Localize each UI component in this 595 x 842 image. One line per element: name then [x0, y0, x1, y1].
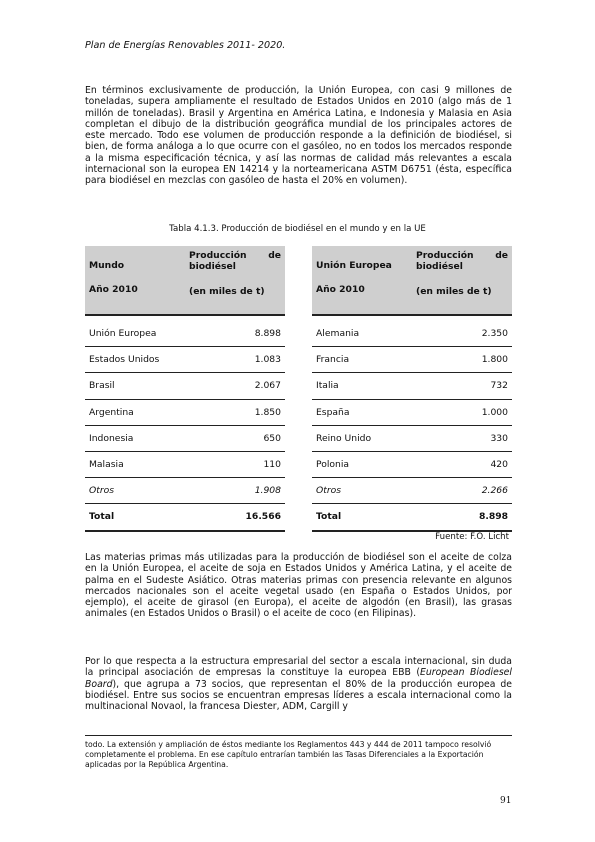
table-total-row: Total 8.898 [312, 504, 512, 531]
footnote-divider [85, 735, 512, 736]
header-production: Producción de biodiésel (en miles de t) [412, 246, 512, 315]
page-number: 91 [500, 796, 512, 806]
table-caption: Tabla 4.1.3. Producción de biodiésel en el mundo y en la UE [169, 224, 426, 234]
table-row: Otros 1.908 [85, 478, 285, 504]
table-header-row [312, 246, 512, 315]
table-row: Otros 2.266 [312, 478, 512, 504]
header-production: Producción de biodiésel (en miles de t) [185, 246, 285, 315]
paragraph-raw-materials: Las materias primas más utilizadas para la producción de biodiésel son el aceite de colza en la Unión Europea, el aceite de soja en Estados Unidos y América Latina, y el aceite de palma en el Sudeste Asiático. Otras materias primas con presencia relevante en algunos mercados nacionales son el aceite vegetal usado (en España o Estados Unidos, por ejemplo), el aceite de girasol (en Europa), el aceite de algodón (en Brasil), las grasas animales (en Estados Unidos o Brasil) o el aceite de coco (en Filipinas). [85, 552, 512, 620]
table-header-row [85, 246, 285, 315]
table-row: Francia 1.800 [312, 347, 512, 373]
table-row: Italia 732 [312, 373, 512, 399]
table-row: Malasia 110 [85, 451, 285, 477]
table-row: Indonesia 650 [85, 425, 285, 451]
footnote: todo. La extensión y ampliación de éstos mediante los Reglamentos 443 y 444 de 2011 tampoco resolvió completamente el problema. En ese capítulo entrarían también las Tasas Diferenciales a la Exportación aplicadas por la República Argentina. [85, 740, 492, 769]
paragraph-production: En términos exclusivamente de producción, la Unión Europea, con casi 9 millones de toneladas, supera ampliamente el resultado de Estados Unidos en 2010 (algo más de 1 millón de toneladas). Brasil y Argentina en América Latina, e Indonesia y Malasia en Asia completan el dibujo de la distribución geográfica mundial de los principales actores de este mercado. Todo ese volumen de producción responde a la definición de biodiésel, si bien, de forma análoga a lo que ocurre con el gasóleo, no en todos los mercados responde a la misma especificación técnica, y así las normas de calidad más relevantes a escala internacional son la europea EN 14214 y la norteamericana ASTM D6751 (ésta, específica para biodiésel en mezclas con gasóleo de hasta el 20% en volumen). [85, 85, 512, 187]
table-row: Reino Unido 330 [312, 425, 512, 451]
eu-production-table [312, 246, 512, 532]
table-row: España 1.000 [312, 399, 512, 425]
table-row: Argentina 1.850 [85, 399, 285, 425]
table-row: Estados Unidos 1.083 [85, 347, 285, 373]
table-row: Alemania 2.350 [312, 321, 512, 347]
table-row: Polonia 420 [312, 451, 512, 477]
header-region: Mundo Año 2010 [85, 246, 185, 315]
table-row: Unión Europea 8.898 [85, 321, 285, 347]
table-total-row: Total 16.566 [85, 504, 285, 531]
paragraph-business-structure: Por lo que respecta a la estructura empresarial del sector a escala internacional, sin duda la principal asociación de empresas la constituye la europea EBB (European Biodiesel Board), que agrupa a 73 socios, que representan el 80% de la producción europea de biodiésel. Entre sus socios se encuentran empresas líderes a escala internacional como la multinacional Novaol, la francesa Diester, ADM, Cargill y [85, 656, 512, 713]
running-header: Plan de Energías Renovables 2011- 2020. [85, 40, 286, 51]
world-production-table [85, 246, 285, 532]
header-region: Unión Europea Año 2010 [312, 246, 412, 315]
table-row: Brasil 2.067 [85, 373, 285, 399]
table-source: Fuente: F.O. Licht [435, 532, 509, 542]
